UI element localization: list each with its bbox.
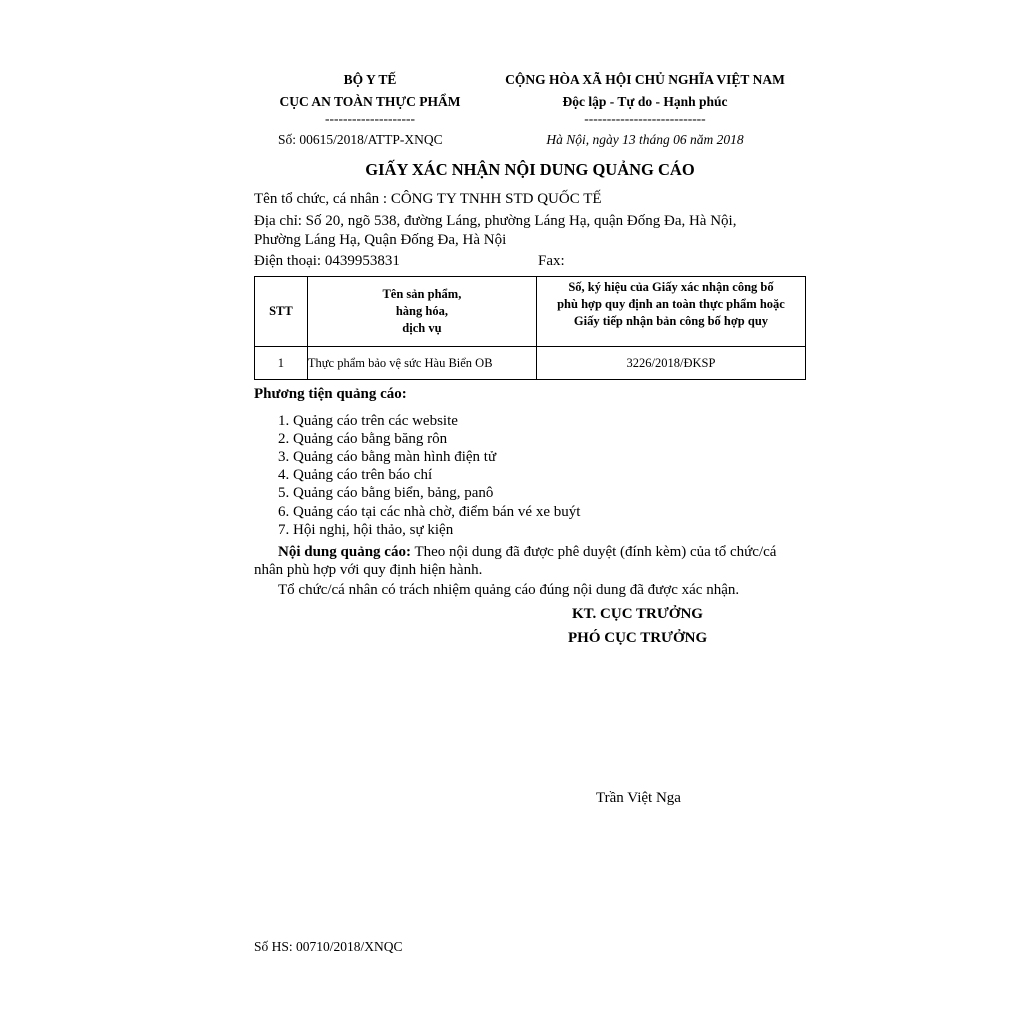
header-product-name-l2: hàng hóa, [395, 304, 448, 318]
list-item: 1. Quảng cáo trên các website [278, 413, 458, 429]
issue-date: Hà Nội, ngày 13 tháng 06 năm 2018 [546, 132, 744, 147]
header-stt: STT [255, 277, 308, 347]
content-text: Theo nội dung đã được phê duyệt (đính kèm) của tổ chức/cá [410, 544, 777, 560]
signature-subtitle: PHÓ CỤC TRƯỞNG [568, 630, 708, 646]
list-item: 2. Quảng cáo bằng băng rôn [278, 431, 448, 447]
org-phone: Điện thoại: 0439953831 [254, 253, 400, 269]
signature-title: KT. CỤC TRƯỞNG [572, 606, 703, 622]
list-item: 3. Quảng cáo bằng màn hình điện tử [278, 449, 497, 465]
org-address-line1: Địa chỉ: Số 20, ngõ 538, đường Láng, phường Láng Hạ, quận Đống Đa, Hà Nội, [254, 213, 737, 229]
row-stt: 1 [255, 347, 308, 380]
product-table [254, 276, 806, 380]
table-row [255, 347, 806, 380]
org-name-label: Tên tổ chức, cá nhân : [254, 191, 391, 207]
national-motto: Độc lập - Tự do - Hạnh phúc [562, 94, 728, 109]
header-certificate-number [536, 277, 805, 347]
media-heading: Phương tiện quảng cáo: [254, 386, 407, 402]
org-address-line2: Phường Láng Hạ, Quận Đống Đa, Hà Nội [254, 232, 507, 248]
org-name: CÔNG TY TNHH STD QUỐC TẾ [390, 191, 602, 207]
department-name: CỤC AN TOÀN THỰC PHẨM [279, 94, 461, 109]
document-title: GIẤY XÁC NHẬN NỘI DUNG QUẢNG CÁO [365, 160, 695, 179]
list-item: 7. Hội nghị, hội thảo, sự kiện [278, 522, 454, 538]
header-right-divider: --------------------------- [584, 111, 706, 126]
list-item: 4. Quảng cáo trên báo chí [278, 467, 433, 483]
agency-name: BỘ Y TẾ [343, 72, 397, 87]
reference-label: Số: [278, 132, 300, 147]
responsibility-note: Tổ chức/cá nhân có trách nhiệm quảng cáo đúng nội dung đã được xác nhận. [278, 582, 740, 598]
list-item: 6. Quảng cáo tại các nhà chờ, điểm bán vé xe buýt [278, 504, 581, 520]
org-name-line [254, 191, 602, 208]
header-cert-l2: phù hợp quy định an toàn thực phẩm hoặc [557, 297, 785, 311]
header-product-name-l1: Tên sản phẩm, [382, 287, 462, 301]
row-product-name: Thực phẩm bảo vệ sức Hàu Biển OB [307, 347, 536, 380]
signer-name: Trần Việt Nga [596, 790, 681, 806]
header-left-divider: -------------------- [325, 111, 415, 126]
country-name: CỘNG HÒA XÃ HỘI CHỦ NGHĨA VIỆT NAM [505, 72, 785, 87]
row-certificate-number: 3226/2018/ĐKSP [536, 347, 805, 380]
header-product-name [307, 277, 536, 347]
header-product-name-l3: dịch vụ [402, 321, 442, 335]
header-cert-l3: Giấy tiếp nhận bản công bố hợp quy [573, 314, 769, 328]
org-fax: Fax: [538, 253, 565, 269]
reference-number [278, 132, 443, 148]
list-item: 5. Quảng cáo bằng biển, bảng, panô [278, 485, 494, 501]
reference-value: 00615/2018/ATTP-XNQC [299, 132, 443, 147]
table-header-row [255, 277, 806, 347]
content-line2: nhân phù hợp với quy định hiện hành. [254, 562, 483, 578]
file-number: Số HS: 00710/2018/XNQC [254, 939, 403, 954]
content-line1 [278, 544, 776, 561]
content-label: Nội dung quảng cáo: [278, 544, 411, 560]
header-cert-l1: Số, ký hiệu của Giấy xác nhận công bố [568, 280, 774, 294]
